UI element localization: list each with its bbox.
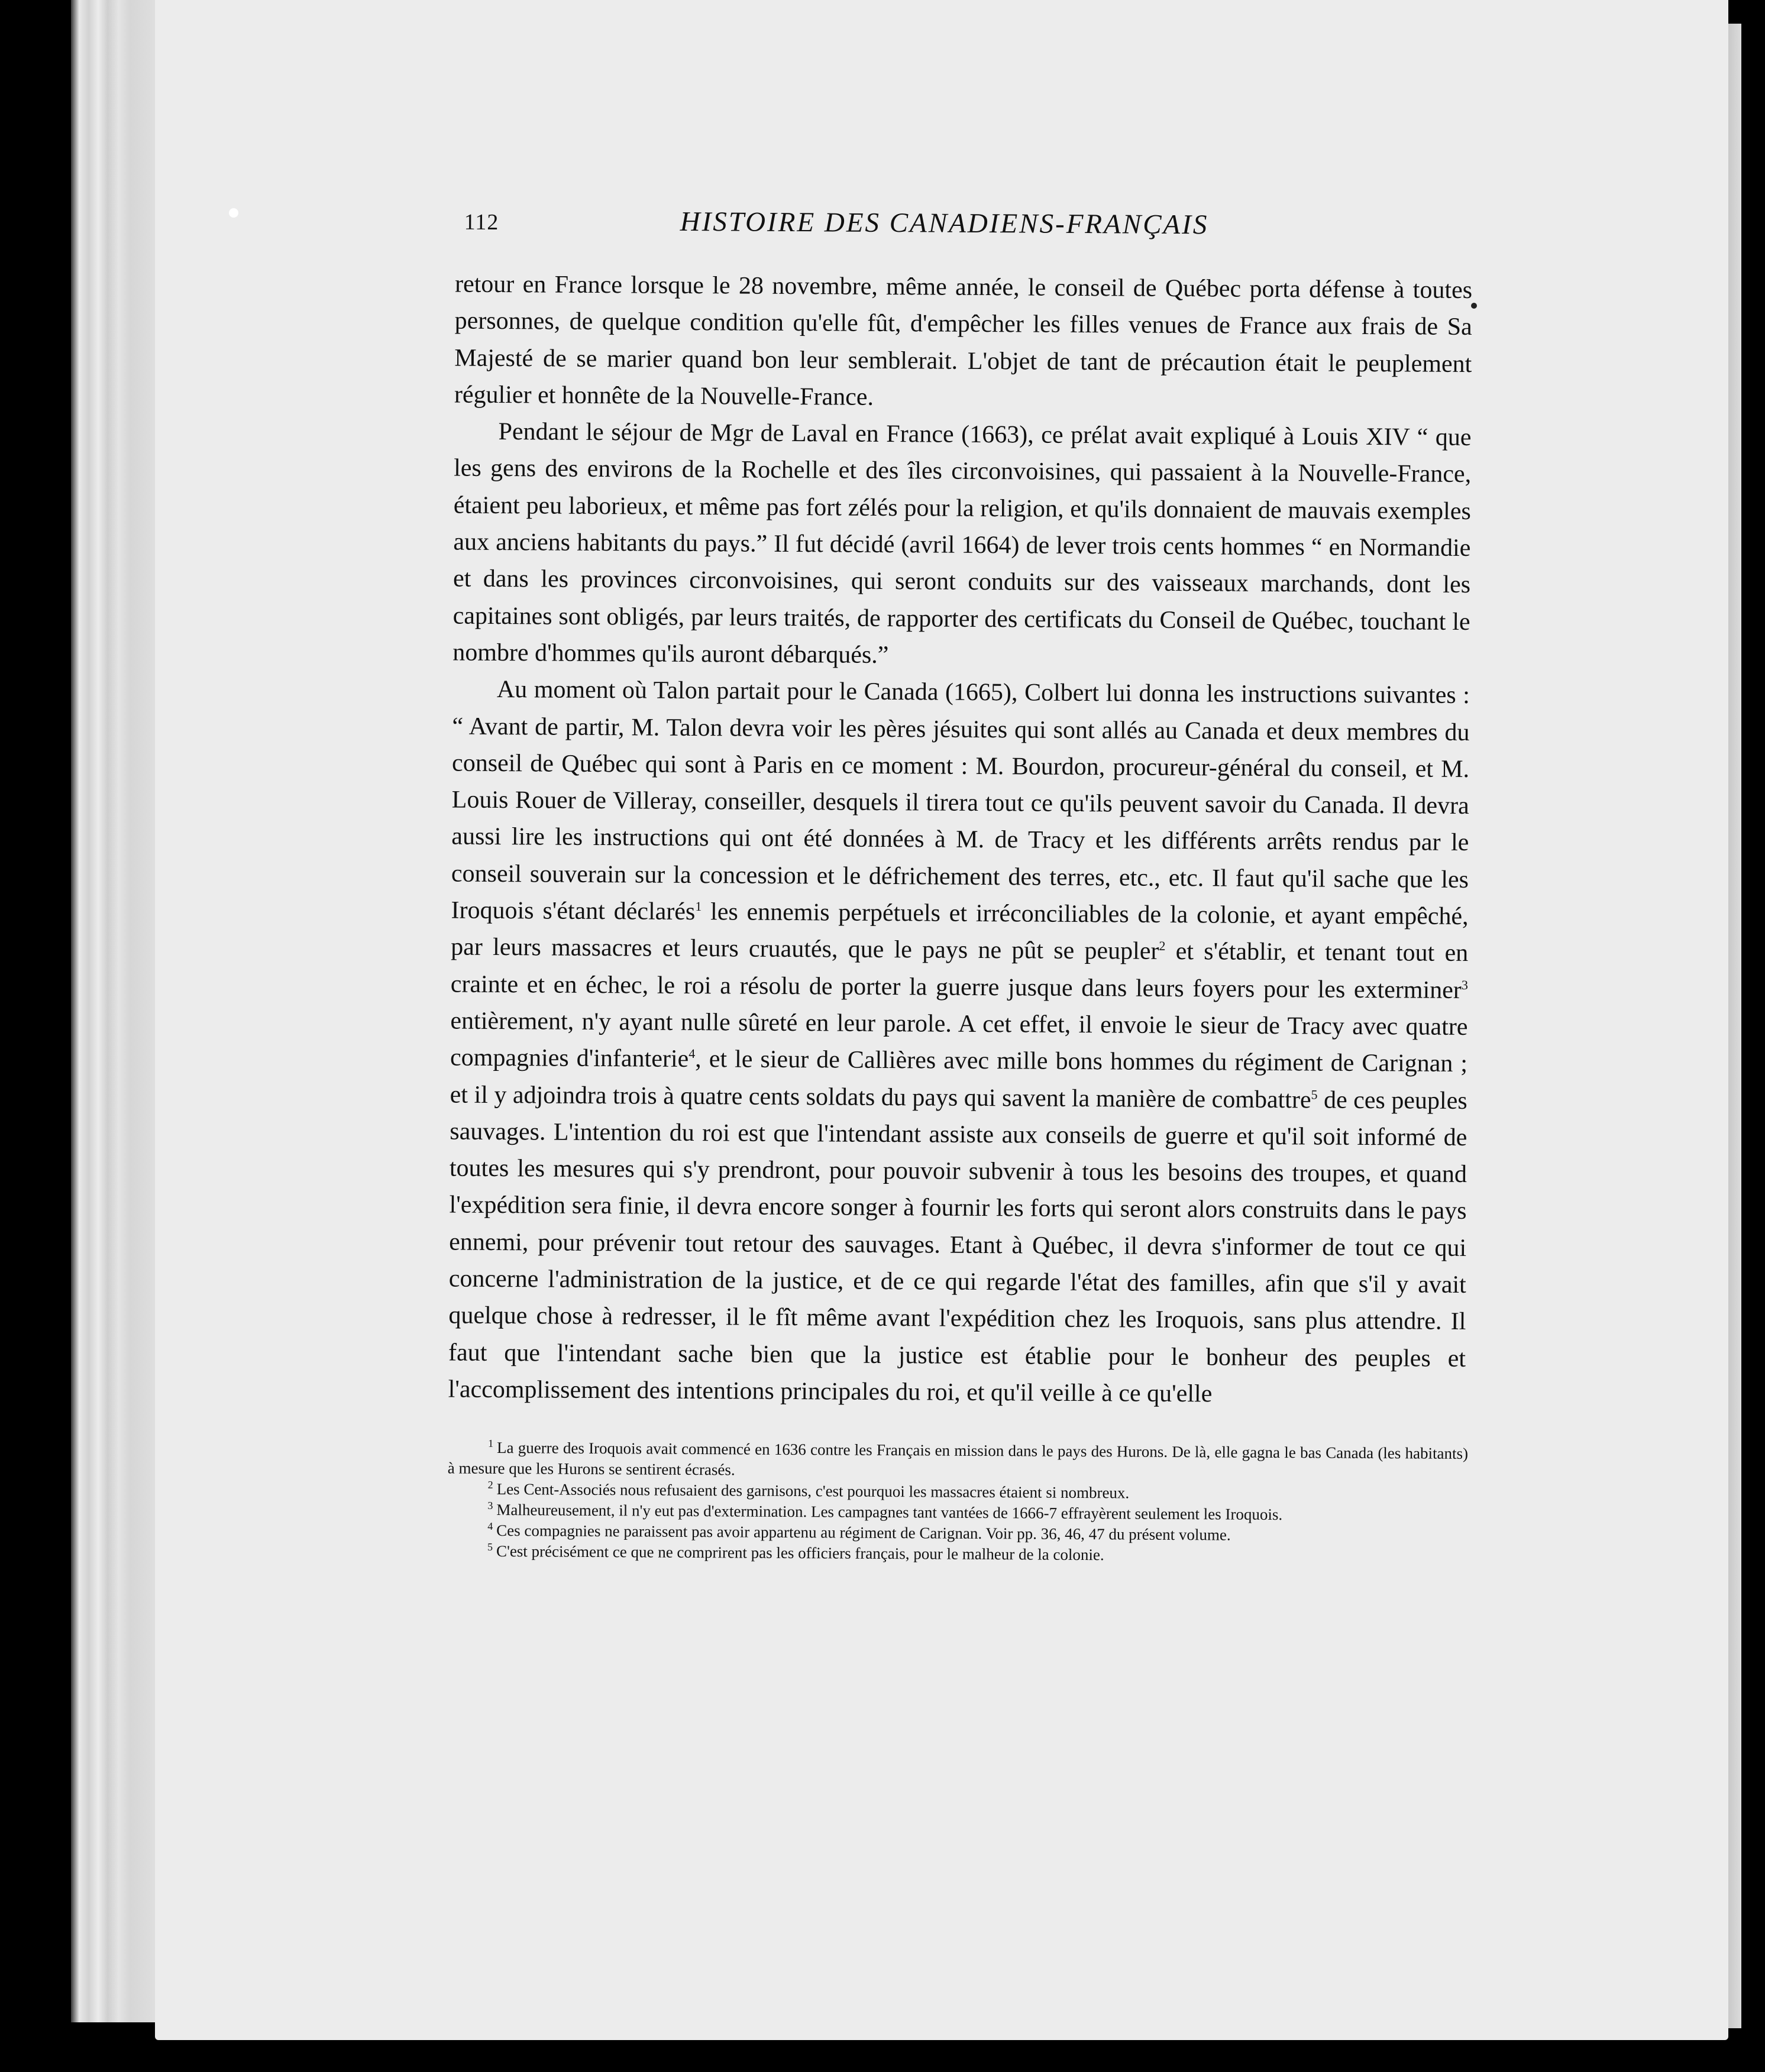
text-run: et s'établir, et tenant tout en crainte et en échec, le roi a résolu de porter la guerre jusque dans leurs foyers pour les exterminer (450, 938, 1469, 1004)
footnote-ref: 5 (1311, 1086, 1318, 1102)
footnote-mark: 4 (487, 1520, 493, 1533)
footnote-text: La guerre des Iroquois avait commencé en 1636 contre les Français en mission dans le pays des Hurons. De là, elle gagna le bas Canada (les habitants) à mesure que les Hurons se sentirent écrasés. (447, 1439, 1469, 1479)
body-text (448, 266, 1472, 1414)
text-run: les ennemis perpétuels et irréconciliables de la colonie, et ayant empêché, par leurs massacres et leurs cruautés, que le pays ne pût se peupler (451, 898, 1469, 966)
text-block (299, 195, 1476, 1568)
text-run: de ces peuples sauvages. L'intention du roi est que l'intendant assiste aux conseils de guerre et qu'il soit informé de toutes les mesures qui s'y prendront, pour pouvoir subvenir à tous les besoins des troupes, et quand l'expédition sera finie, il devra encore songer à fournir les forts qui seront alors construits dans le pays ennemi, pour prévenir tout retour des sauvages. Etant à Québec, il devra s'informer de tout ce qui concerne l'administration de la justice, et de ce qui regarde l'état des familles, afin que s'il y avait quelque chose à redresser, il le fît même avant l'expédition chez les Iroquois, sans plus attendre. Il faut que l'intendant sache bien que la justice est établie pour le bonheur des peuples et l'accomplissement des intentions principales du roi, et qu'il veille à ce qu'elle (448, 1086, 1467, 1408)
text-run: Au moment où Talon partait pour le Canada (1665), Colbert lui donna les instructions suivantes : “ Avant de partir, M. Talon devra voir les pères jésuites qui sont allés au Canada et deux membres du conseil de Québec qui sont à Paris en ce moment : M. Bourdon, procureur-général du conseil, et M. Louis Rouer de Villeray, conseiller, desquels il tirera tout ce qu'ils peuvent savoir du Canada. Il devra aussi lire les instructions qui ont été données à M. de Tracy et les différents arrêts rendus par le conseil souverain sur la concession et le défrichement des terres, etc., etc. Il faut qu'il sache que les Iroquois s'étant déclarés (451, 676, 1470, 926)
paragraph: Pendant le séjour de Mgr de Laval en France (1663), ce prélat avait expliqué à Louis XIV “ que les gens des environs de la Rochelle et des îles circonvoisines, qui passaient à la Nouvelle-France, étaient peu laborieux, et même pas fort zélés pour la religion, et qu'ils donnaient de mauvais exemples aux anciens habitants du pays.” Il fut décidé (avril 1664) de lever trois cents hommes “ en Normandie et dans les provinces circonvoisines, qui seront conduits sur des vaisseaux marchands, dont les capitaines sont obligés, par leurs traités, de rapporter des certificats du Conseil de Québec, touchant le nombre d'hommes qu'ils auront débarqués.” (452, 418, 1472, 669)
running-head (307, 195, 1476, 259)
speck (229, 208, 238, 218)
footnote-ref: 3 (1461, 977, 1468, 992)
paragraph (448, 671, 1470, 1414)
text-run: , et le sieur de Callières avec mille bons hommes du régiment de Carignan ; et il y adjoindra trois à quatre cents soldats du pays qui savent la manière de combattre (450, 1045, 1468, 1113)
text-run: entièrement, n'y ayant nulle sûreté en leur parole. A cet effet, il envoie le sieur de Tracy avec quatre compagnies d'infanterie (450, 1007, 1468, 1073)
footnote-text: C'est précisément ce que ne comprirent pas les officiers français, pour le malheur de la colonie. (496, 1542, 1104, 1564)
footnote-ref: 4 (688, 1046, 696, 1061)
page-number: 112 (464, 209, 499, 235)
stacked-page-edges-left (71, 0, 160, 2022)
footnote-ref: 1 (695, 899, 702, 914)
footnote-mark: 5 (487, 1541, 493, 1553)
running-title: HISTOIRE DES CANADIENS-FRANÇAIS (680, 206, 1209, 241)
footnote-text: Les Cent-Associés nous refusaient des garnisons, c'est pourquoi les massacres étaient si nombreux. (496, 1480, 1130, 1502)
paragraph: retour en France lorsque le 28 novembre, même année, le conseil de Québec porta défense à toutes personnes, de quelque condition qu'elle fût, d'empêcher les filles venues de France aux frais de Sa Majesté de se marier quand bon leur semblerait. L'objet de tant de précaution était le peuplement régulier et honnête de la Nouvelle-France. (454, 270, 1473, 411)
footnote-ref: 2 (1159, 938, 1166, 954)
footnote-mark: 2 (487, 1479, 493, 1491)
footnotes (447, 1438, 1468, 1568)
footnote-text: Ces compagnies ne paraissent pas avoir appartenu au régiment de Carignan. Voir pp. 36, 46, 47 du présent volume. (496, 1521, 1231, 1544)
footnote-mark: 3 (487, 1500, 493, 1512)
footnote-mark: 1 (488, 1438, 494, 1450)
footnote-text: Malheureusement, il n'y eut pas d'extermination. Les campagnes tant vantées de 1666-7 effrayèrent seulement les Iroquois. (496, 1501, 1283, 1524)
footnote (448, 1438, 1468, 1485)
